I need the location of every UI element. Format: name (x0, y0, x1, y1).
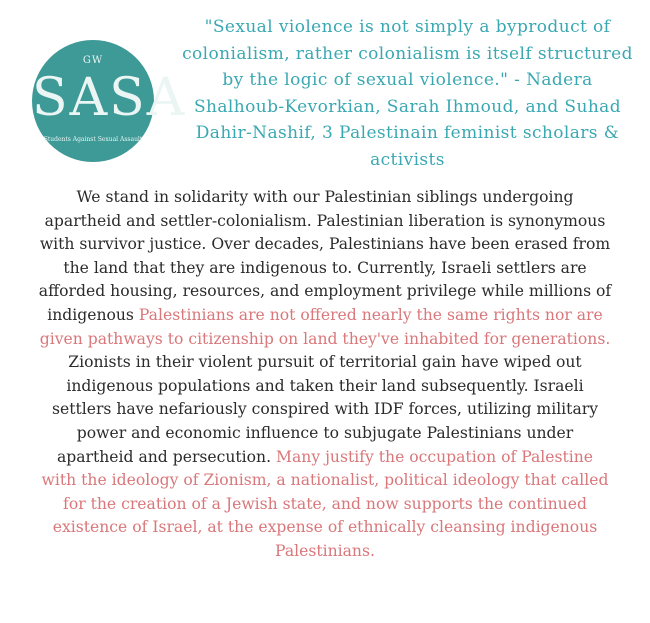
quote-text: "Sexual violence is not simply a byproduct of colonialism, rather colonialism is itself structured by the logic of sexual violence." - Nadera Shalhoub-Kevorkian, Sarah Ihmoud, and Suhad Dahir-Nashif, 3 Palestinain feminist scholars & activists (182, 17, 633, 170)
highlighted-statement: Palestinians are not offered nearly the same rights nor are given pathways to citizenship on land they've inhabited for generations. (39, 305, 611, 348)
logo-subtext: Students Against Sexual Assault (43, 136, 143, 143)
statement-text: We stand in solidarity with our Palestinian siblings undergoing apartheid and settler-colonialism. Palestinian liberation is synonymous with survivor justice. Over decades, Palestinians have been erased from the land that they are indigenous to. Currently, Israeli settlers are afforded housing, resources, and employment privilege while millions of indigenous (38, 188, 612, 324)
highlighted-statement: Many justify the occupation of Palestine with the ideology of Zionism, a nationalist, political ideology that called for the creation of a Jewish state, and now supports the continued existence of Israel, at the expense of ethnically cleansing indigenous Palestinians. (41, 447, 609, 560)
statement-text: Zionists in their violent pursuit of territorial gain have wiped out indigenous populations and taken their land subsequently. Israeli settlers have nefariously conspired with IDF forces, utilizing military power and economic influence to subjugate Palestinians under apartheid and persecution. (51, 353, 599, 466)
solidarity-statement (38, 186, 612, 564)
logo-mark: SASA (32, 68, 187, 128)
logo-top-text: GW (82, 55, 104, 66)
gw-sasa-logo (32, 40, 187, 162)
